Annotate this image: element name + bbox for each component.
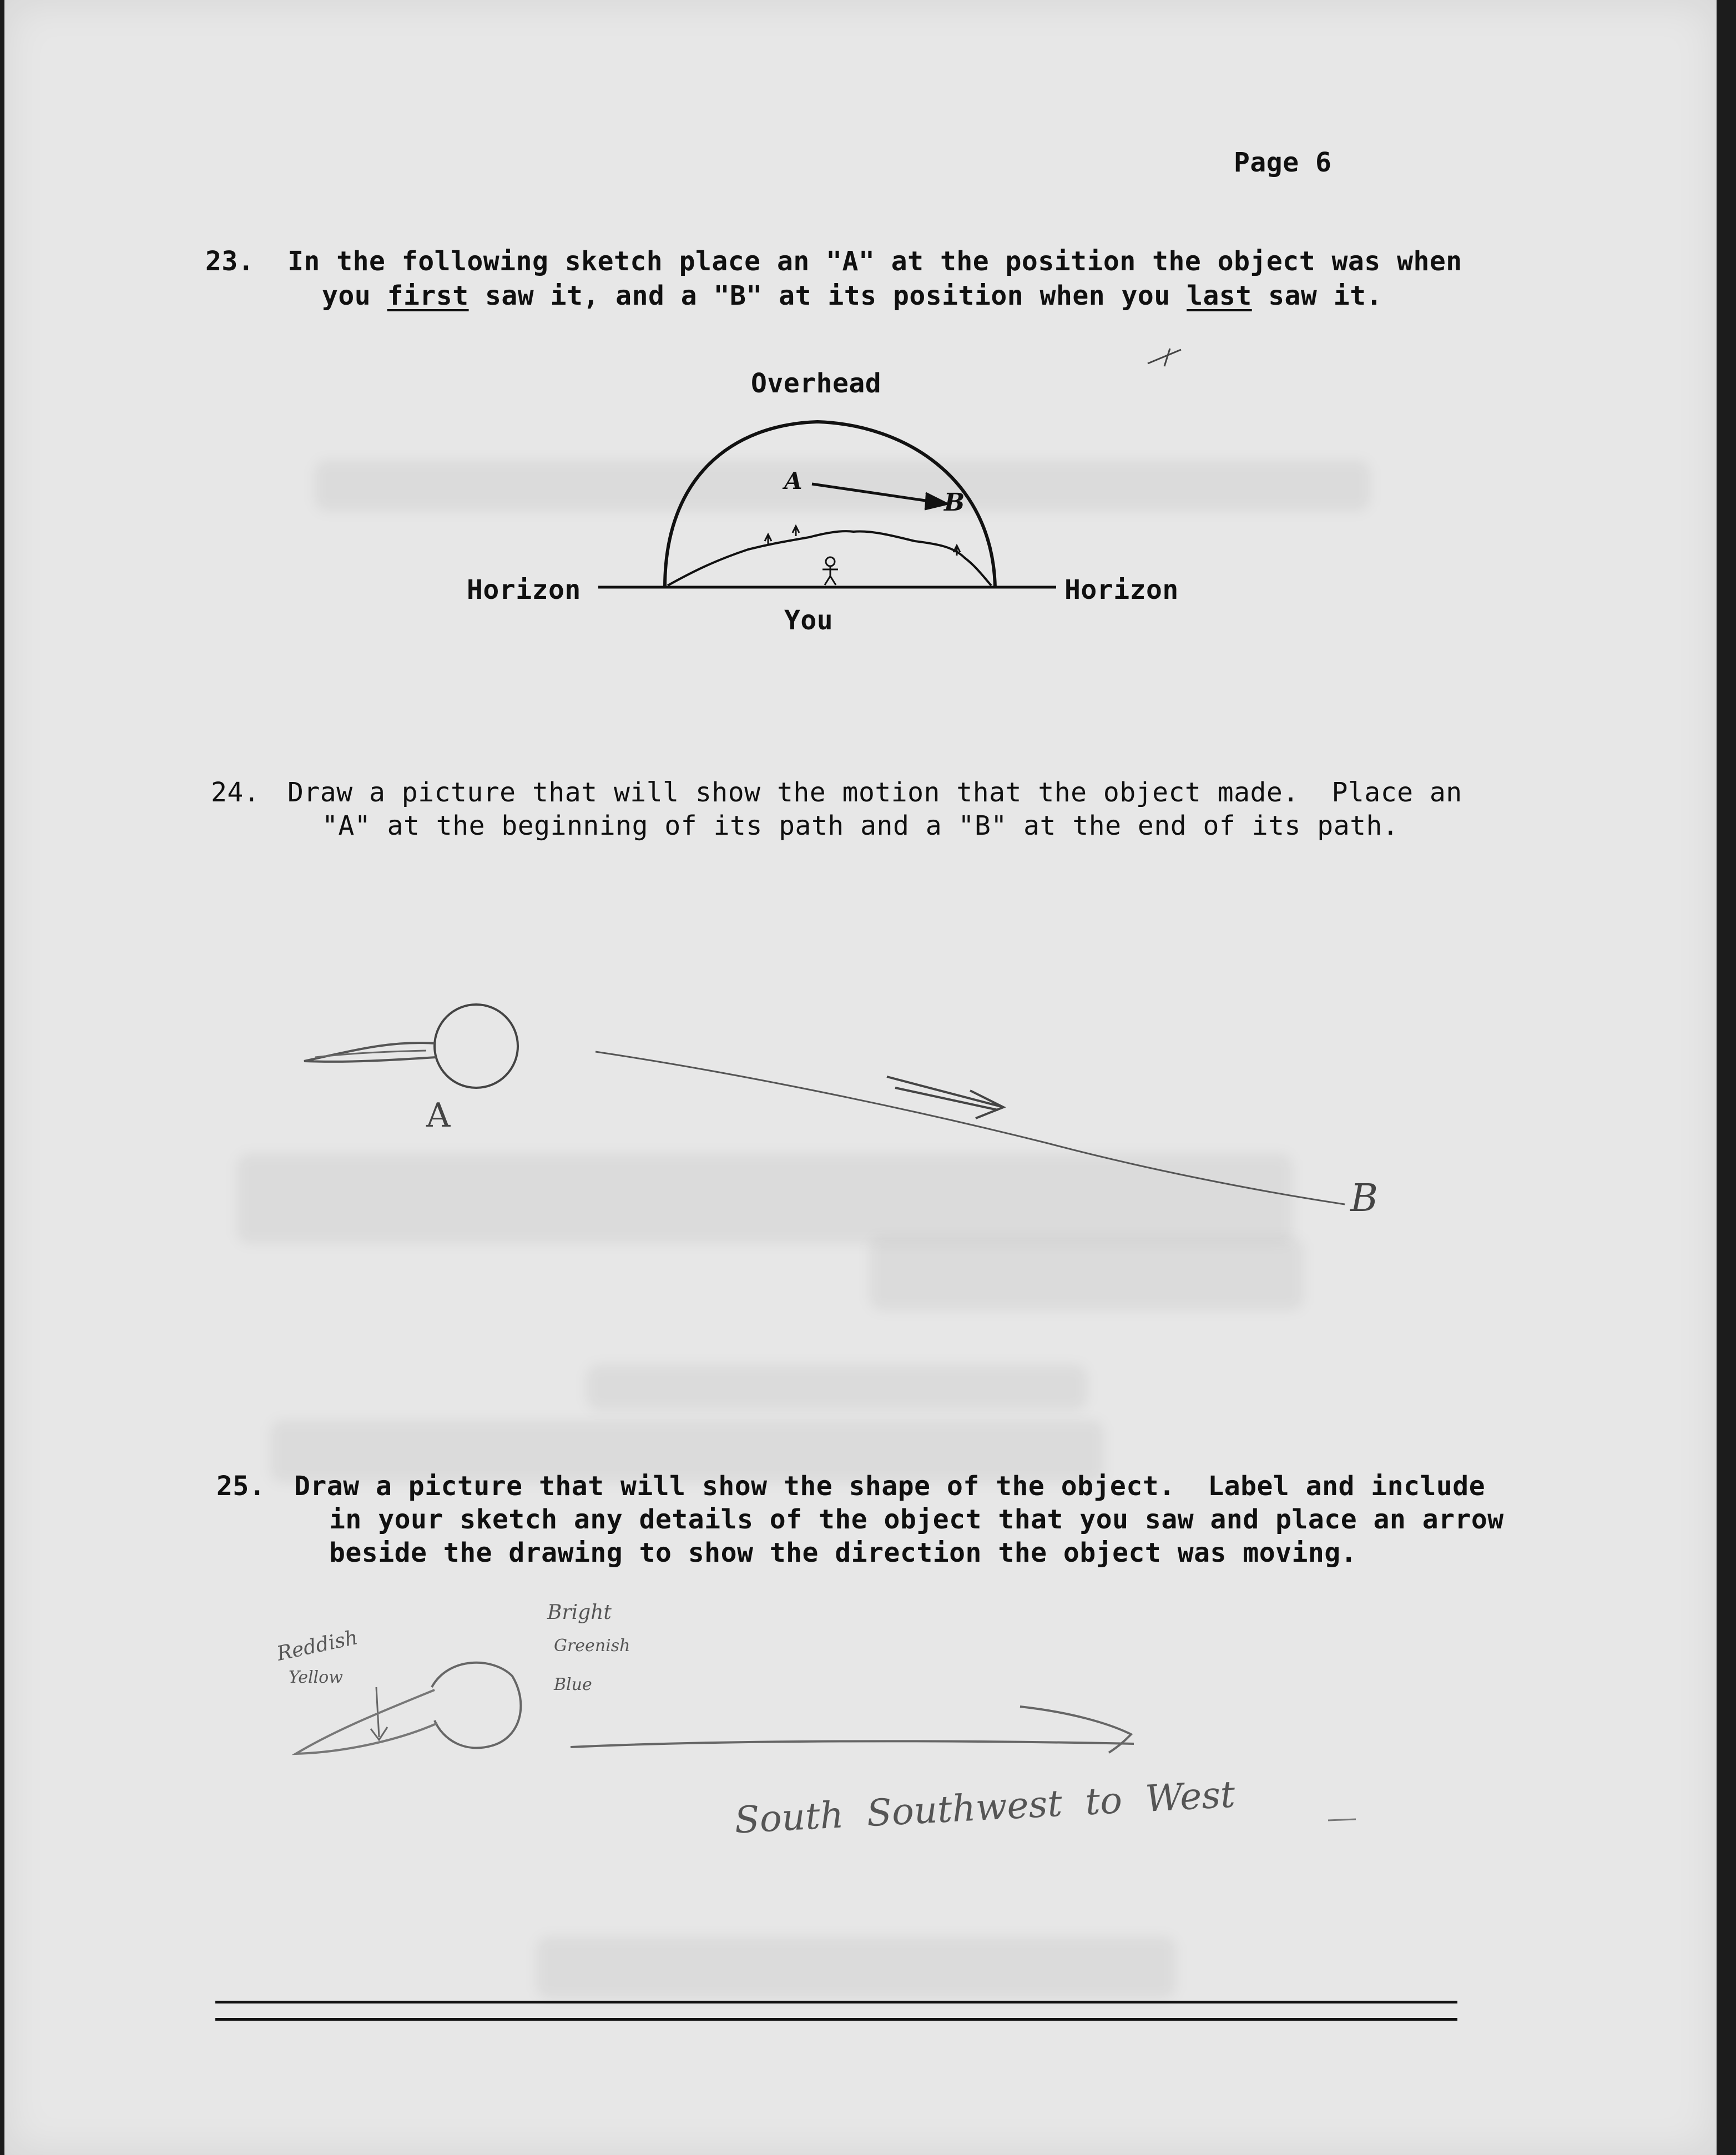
direction-arrow-line [571, 1741, 1134, 1747]
q23-underlined-first: first [387, 280, 469, 311]
q24-text-line1: Draw a picture that will show the motion that the object made. Place an [287, 777, 1462, 808]
q25-text-line1: Draw a picture that will show the shape of the object. Label and include [294, 1471, 1486, 1502]
horizon-left-label: Horizon [467, 574, 581, 605]
overhead-label: Overhead [751, 368, 882, 399]
document-page [4, 0, 1717, 2155]
note-head-color-1: Bright [547, 1601, 612, 1624]
q23-mark-a: A [784, 467, 803, 494]
q24-mark-b: B [1350, 1177, 1378, 1220]
q23-mark-b: B [944, 488, 965, 517]
bottom-rule-bottom [215, 2018, 1457, 2021]
note-tail-color-1: Reddish [275, 1626, 360, 1666]
object-tail-outline [296, 1690, 437, 1754]
q23-number: 23. [205, 246, 255, 277]
you-label: You [784, 605, 834, 636]
horizon-right-label: Horizon [1064, 574, 1179, 605]
object-head-outline [432, 1663, 521, 1748]
q23-text-line1: In the following sketch place an "A" at the position the object was when [287, 246, 1462, 277]
q23-text-part: you [322, 280, 387, 311]
stray-pen-mark [1328, 1819, 1356, 1820]
q25-text-line2: in your sketch any details of the object that you saw and place an arrow [329, 1504, 1504, 1535]
direction-note: South Southwest to West [733, 1773, 1237, 1842]
q23-underlined-last: last [1187, 280, 1252, 311]
q23-text-part: saw it. [1251, 280, 1382, 311]
q24-mark-a: A [426, 1096, 451, 1135]
note-tail-color-2: Yellow [289, 1668, 343, 1687]
q25-text-line3: beside the drawing to show the direction the object was moving. [329, 1537, 1357, 1568]
q24-number: 24. [211, 777, 260, 808]
direction-arrow-head [1020, 1707, 1131, 1753]
q25-number: 25. [216, 1471, 266, 1502]
page-number: Page 6 [1234, 147, 1332, 178]
note-head-color-2: Greenish [554, 1636, 630, 1656]
bottom-rule-top [215, 2001, 1457, 2003]
q24-text-line2: "A" at the beginning of its path and a "B" at the end of its path. [322, 810, 1399, 841]
note-head-color-3: Blue [554, 1675, 592, 1694]
q23-text-part: saw it, and a "B" at its position when you [468, 280, 1187, 311]
